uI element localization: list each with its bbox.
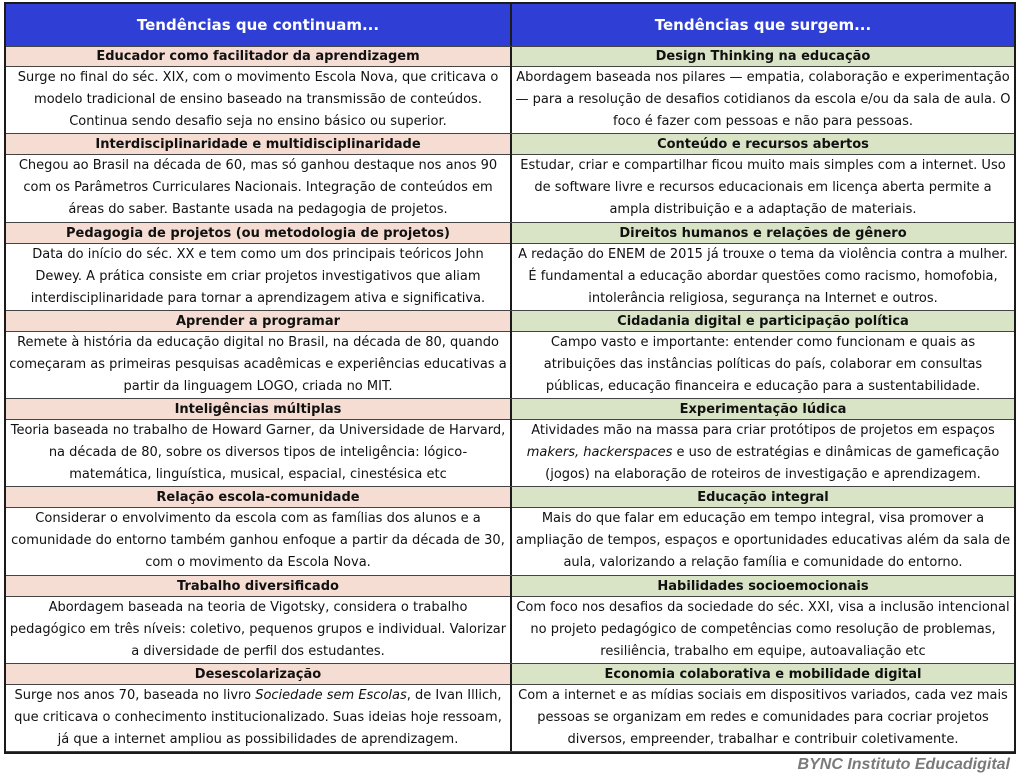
trend-title: Pedagogia de projetos (ou metodologia de projetos) (6, 223, 510, 244)
trend-title: Experimentação lúdica (512, 399, 1014, 420)
trend-description: Campo vasto e importante: entender como funcionam e quais as atribuições das instâncias políticas do país, colaborar em consultas públicas, educação financeira e educação para a sustentabilidade. (543, 334, 983, 394)
trend-title: Trabalho diversificado (6, 576, 510, 597)
trend-description: Com foco nos desafios da sociedade do séc. XXI, visa a inclusão intencional no projeto pedagógico de competências como resolução de problemas, resiliência, trabalho em equipe, autoavaliação etc (516, 599, 1010, 659)
row-separator (6, 222, 1014, 223)
trend-description-emphasis: Sociedade sem Escolas (255, 687, 407, 703)
trend-description: Estudar, criar e compartilhar ficou muito mais simples com a internet. Uso de software livre e recursos educacionais em licença aberta permite a ampla distribuição e a adaptação de materiais. (520, 158, 1006, 218)
left-trend-row (6, 223, 510, 311)
left-trend-row (6, 134, 510, 222)
trend-title: Economia colaborativa e mobilidade digital (512, 664, 1014, 685)
trend-title: Cidadania digital e participação política (512, 311, 1014, 332)
header-emerging-trends: Tendências que surgem... (512, 4, 1014, 46)
row-separator (6, 575, 1014, 576)
credit-label: BYNC Instituto Educadigital (797, 756, 1010, 773)
trend-description: Surge no final do séc. XIX, com o movimento Escola Nova, que criticava o modelo tradicional de ensino baseado na transmissão de conteúdos. Continua sendo desafio seja no ensino básico ou superior. (17, 70, 499, 129)
row-separator (6, 751, 1014, 752)
right-trend-row (512, 399, 1014, 487)
left-trend-row (6, 664, 510, 752)
right-trend-row (512, 664, 1014, 752)
trend-description: Data do início do séc. XX e tem como um dos principais teóricos John Dewey. A prática consiste em criar projetos investigativos que aliam interdisciplinaridade para tornar a aprendizagem ativa e significativa. (30, 246, 486, 306)
trend-description-text: e uso de estratégias e dinâmicas de gameficação (jogos) na elaboração de roteiros de investigação e aprendizagem. (545, 445, 1000, 482)
right-trend-row (512, 223, 1014, 311)
trend-description: Remete à história da educação digital no Brasil, na década de 80, quando começaram as primeiras pesquisas acadêmicas e experiências educativas a partir da linguagem LOGO, criada no MIT. (9, 334, 507, 394)
trend-description: Mais do que falar em educação em tempo integral, visa promover a ampliação de tempos, espaços e oportunidades educativas além da sala de aula, valorizando a relação família e comunidade do entorno. (515, 511, 1011, 571)
right-trend-row (512, 134, 1014, 222)
left-trend-row (6, 399, 510, 487)
trend-description: Com a internet e as mídias sociais em dispositivos variados, cada vez mais pessoas se organizam em redes e comunidades para cocriar projetos diversos, empreender, trabalhar e contribuir coletivamente. (518, 687, 1008, 747)
trend-title: Conteúdo e recursos abertos (512, 134, 1014, 155)
trend-title: Educação integral (512, 487, 1014, 508)
trend-description: Abordagem baseada nos pilares — empatia, colaboração e experimentação — para a resolução de desafios cotidianos da escola e/ou da sala de aula. O foco é fazer com pessoas e não para pessoas. (515, 70, 1011, 129)
row-separator (6, 486, 1014, 487)
trend-title: Inteligências múltiplas (6, 399, 510, 420)
header-continuing-trends: Tendências que continuam... (6, 4, 510, 46)
trend-description: Abordagem baseada na teoria de Vigotsky, considera o trabalho pedagógico em três níveis: coletivo, pequenos grupos e individual. Valorizar a diversidade de perfil dos estudantes. (9, 599, 507, 659)
trend-description-text: , de Ivan Illich, que criticava o conhecimento institucionalizado. Suas ideias hoje ressoam, já que a internet ampliou as possibilidades de aprendizagem. (14, 687, 502, 747)
trend-description: Considerar o envolvimento da escola com as famílias dos alunos e a comunidade do entorno também ganhou enfoque a partir da década de 30, com o movimento da Escola Nova. (11, 511, 505, 571)
trend-description-emphasis: makers, hackerspaces (526, 445, 673, 460)
trend-description-text: Surge nos anos 70, baseada no livro (14, 687, 256, 703)
right-trend-row (512, 576, 1014, 664)
trend-description: Teoria baseada no trabalho de Howard Garner, da Universidade de Harvard, na década de 80, sobre os diversos tipos de inteligência: lógico-matemática, linguística, musical, espacial, cinestésica etc (10, 423, 506, 482)
row-separator (6, 663, 1014, 664)
right-trend-row (512, 311, 1014, 399)
row-separator (6, 133, 1014, 134)
trend-description (6, 685, 510, 751)
row-separator (6, 46, 1014, 47)
trend-description: Chegou ao Brasil na década de 60, mas só ganhou destaque nos anos 90 com os Parâmetros Curriculares Nacionais. Integração de conteúdos em áreas do saber. Bastante usada na pedagogia de projetos. (18, 158, 498, 218)
trend-description-text: Atividades mão na massa para criar protótipos de projetos em espaços (531, 423, 995, 438)
trend-title: Relação escola-comunidade (6, 487, 510, 508)
trend-title: Educador como facilitador da aprendizagem (6, 46, 510, 67)
left-trend-row (6, 46, 510, 134)
trend-title: Aprender a programar (6, 311, 510, 332)
left-trend-row (6, 311, 510, 399)
trend-description: A redação do ENEM de 2015 já trouxe o tema da violência contra a mulher. É fundamental a educação abordar questões como racismo, homofobia, intolerância religiosa, segurança na Internet e outros. (518, 246, 1008, 306)
trend-title: Interdisciplinaridade e multidisciplinaridade (6, 134, 510, 155)
trend-title: Direitos humanos e relações de gênero (512, 223, 1014, 244)
row-separator (6, 310, 1014, 311)
trend-description (512, 420, 1014, 486)
trend-title: Design Thinking na educação (512, 46, 1014, 67)
row-separator (6, 398, 1014, 399)
trend-title: Desescolarização (6, 664, 510, 685)
right-trend-row (512, 46, 1014, 134)
trends-table (4, 2, 1016, 754)
trend-title: Habilidades socioemocionais (512, 576, 1014, 597)
left-trend-row (6, 487, 510, 575)
right-trend-row (512, 487, 1014, 575)
left-trend-row (6, 576, 510, 664)
